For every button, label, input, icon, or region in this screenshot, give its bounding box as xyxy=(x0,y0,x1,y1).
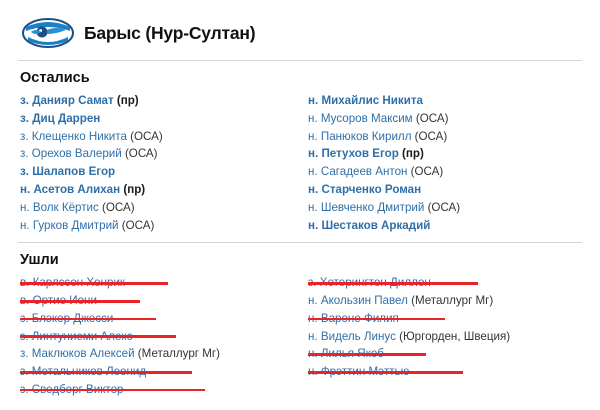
stayed-column-right xyxy=(300,92,582,234)
player-position: н. xyxy=(308,129,321,143)
player-entry[interactable] xyxy=(18,199,294,217)
player-position: н. xyxy=(308,329,321,343)
player-position: з. xyxy=(20,94,33,108)
player-position: н. xyxy=(308,94,322,108)
player-entry[interactable] xyxy=(306,92,576,110)
player-name[interactable]: Акользин Павел xyxy=(320,294,408,308)
player-position: н. xyxy=(20,183,34,196)
strikethrough-mark xyxy=(308,353,426,356)
player-position: н. xyxy=(308,165,321,179)
player-entry[interactable] xyxy=(306,199,576,217)
player-name[interactable]: Волк Кёртис xyxy=(32,200,99,214)
player-entry[interactable] xyxy=(306,310,576,328)
section-title-stayed: Остались xyxy=(20,70,90,86)
player-entry[interactable] xyxy=(18,128,294,146)
strikethrough-mark xyxy=(308,318,445,321)
player-name[interactable]: Орехов Валерий xyxy=(31,147,122,161)
strikethrough-mark xyxy=(20,371,192,374)
player-position: н. xyxy=(308,218,322,232)
player-note: (ОСА) xyxy=(407,165,444,179)
left-team-column-right xyxy=(300,274,582,398)
player-position: н. xyxy=(308,294,321,308)
player-entry[interactable] xyxy=(18,363,294,381)
player-name[interactable]: Старченко Роман xyxy=(321,183,422,196)
player-entry[interactable] xyxy=(306,363,576,381)
player-entry[interactable] xyxy=(18,92,294,110)
player-entry[interactable] xyxy=(18,216,294,234)
player-position: н. xyxy=(308,183,322,196)
player-note: (пр) xyxy=(113,94,139,108)
player-position: н. xyxy=(20,218,33,232)
player-entry[interactable] xyxy=(18,163,294,181)
player-entry[interactable] xyxy=(306,110,576,128)
strikethrough-mark xyxy=(20,389,205,392)
strikethrough-mark xyxy=(20,300,140,303)
player-entry[interactable] xyxy=(18,181,294,199)
barys-team-logo-icon xyxy=(22,13,74,53)
player-position: з. xyxy=(20,111,33,125)
player-position: з. xyxy=(20,165,33,179)
player-entry[interactable] xyxy=(306,292,576,310)
player-entry[interactable] xyxy=(306,145,576,163)
player-entry[interactable] xyxy=(18,145,294,163)
player-name[interactable]: Видель Линус xyxy=(320,329,396,343)
player-note: (ОСА) xyxy=(118,218,155,232)
player-position: з. xyxy=(20,147,32,161)
player-name[interactable]: Шевченко Дмитрий xyxy=(320,200,425,214)
left-team-columns xyxy=(18,274,582,398)
player-position: н. xyxy=(308,111,321,125)
player-entry[interactable] xyxy=(306,274,576,292)
page-header xyxy=(18,10,582,56)
player-entry[interactable] xyxy=(306,328,576,346)
player-note: (пр) xyxy=(120,183,146,196)
player-name[interactable]: Маклюков Алексей xyxy=(31,347,135,361)
strikethrough-mark xyxy=(308,282,478,285)
section-title-left-team: Ушли xyxy=(20,252,59,269)
player-note: (пр) xyxy=(398,147,424,161)
player-note: (ОСА) xyxy=(412,111,449,125)
player-entry[interactable] xyxy=(306,163,576,181)
player-note: (ОСА) xyxy=(121,147,158,161)
player-name[interactable]: Асетов Алихан xyxy=(33,183,121,196)
player-name[interactable]: Шалапов Егор xyxy=(32,165,116,179)
player-note: (Металлург Мг) xyxy=(407,294,494,308)
strikethrough-mark xyxy=(308,371,463,374)
player-entry[interactable] xyxy=(18,310,294,328)
player-entry[interactable] xyxy=(18,328,294,346)
strikethrough-mark xyxy=(20,282,168,285)
player-name[interactable]: Гурков Дмитрий xyxy=(32,218,119,232)
player-position: н. xyxy=(20,200,33,214)
player-note: (ОСА) xyxy=(424,200,461,214)
player-name[interactable]: Диц Даррен xyxy=(32,111,101,125)
player-position: з. xyxy=(20,347,32,361)
player-note: (ОСА) xyxy=(126,129,163,143)
strikethrough-mark xyxy=(20,318,156,321)
player-position: н. xyxy=(308,147,322,161)
header-divider xyxy=(18,60,582,61)
player-name[interactable]: Сагадеев Антон xyxy=(320,165,408,179)
player-name[interactable]: Клещенко Никита xyxy=(31,129,127,143)
player-entry[interactable] xyxy=(306,216,576,234)
strikethrough-mark xyxy=(20,335,176,338)
player-name[interactable]: Данияр Самат xyxy=(32,94,114,108)
page-title: Барыс (Нур-Султан) xyxy=(84,22,256,43)
player-entry[interactable] xyxy=(18,110,294,128)
player-position: з. xyxy=(20,129,32,143)
player-name[interactable]: Панюков Кирилл xyxy=(320,129,412,143)
left-team-column-left xyxy=(18,274,300,398)
player-entry[interactable] xyxy=(306,181,576,199)
player-note: (Юргорден, Швеция) xyxy=(395,329,511,343)
player-position: н. xyxy=(308,200,321,214)
player-name[interactable]: Шестаков Аркадий xyxy=(321,218,431,232)
player-note: (Металлург Мг) xyxy=(134,347,220,361)
section-divider xyxy=(18,242,582,243)
player-entry[interactable] xyxy=(18,274,294,292)
player-entry[interactable] xyxy=(18,381,294,399)
player-name[interactable]: Петухов Егор xyxy=(321,147,399,161)
player-note: (ОСА) xyxy=(411,129,448,143)
stayed-column-left xyxy=(18,92,300,234)
player-name[interactable]: Михайлис Никита xyxy=(321,94,423,108)
player-note: (ОСА) xyxy=(98,200,135,214)
stayed-columns xyxy=(18,92,582,234)
player-entry[interactable] xyxy=(18,345,294,363)
player-name[interactable]: Мусоров Максим xyxy=(320,111,413,125)
player-entry[interactable] xyxy=(306,128,576,146)
player-entry[interactable] xyxy=(306,345,576,363)
player-entry[interactable] xyxy=(18,292,294,310)
